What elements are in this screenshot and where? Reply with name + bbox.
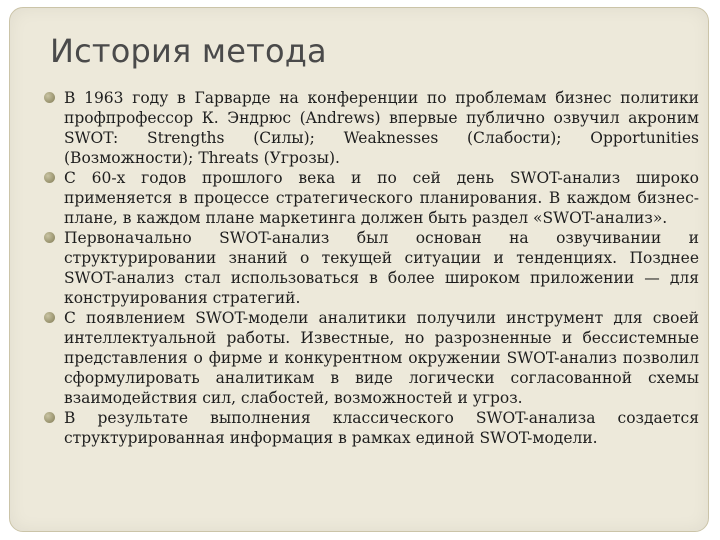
bullet-text: Первоначально SWOT-анализ был основан на озвучивании и структурировании знаний о текущей ситуации и тенденциях. Позднее SWOT-анализ стал использоваться в более широком приложении — для конструирования стратегий. — [64, 229, 699, 307]
list-item — [44, 308, 699, 408]
bullet-text: С появлением SWOT-модели аналитики получили инструмент для своей интеллектуальной работы. Известные, но разрозненные и бессистемные представления о фирме и конкурентном окружении SWOT-анализ позволил сформулировать аналитикам в виде логически согласованной схемы взаимодействия сил, слабостей, возможностей и угроз. — [64, 309, 699, 407]
bullet-text: С 60-х годов прошлого века и по сей день SWOT-анализ широко применяется в процессе стратегического планирования. В каждом бизнес-плане, в каждом плане маркетинга должен быть раздел «SWOT-анализ». — [64, 169, 699, 227]
bullet-list — [44, 88, 699, 448]
bullet-icon — [44, 312, 55, 323]
list-item — [44, 88, 699, 168]
list-item — [44, 408, 699, 448]
bullet-icon — [44, 232, 55, 243]
bullet-icon — [44, 412, 55, 423]
list-item — [44, 168, 699, 228]
content-panel — [9, 7, 709, 532]
bullet-text: В 1963 году в Гарварде на конференции по проблемам бизнес политики профпрофессор К. Эндрюс (Andrews) впервые публично озвучил акроним SWOT: Strengths (Силы); Weaknesses (Слабости); Opportunities (Возможности); Threats (Угрозы). — [64, 89, 699, 167]
list-item — [44, 228, 699, 308]
bullet-icon — [44, 92, 55, 103]
bullet-text: В результате выполнения классического SWOT-анализа создается структурированная информация в рамках единой SWOT-модели. — [64, 409, 699, 447]
slide-title: История метода — [50, 32, 327, 70]
bullet-icon — [44, 172, 55, 183]
